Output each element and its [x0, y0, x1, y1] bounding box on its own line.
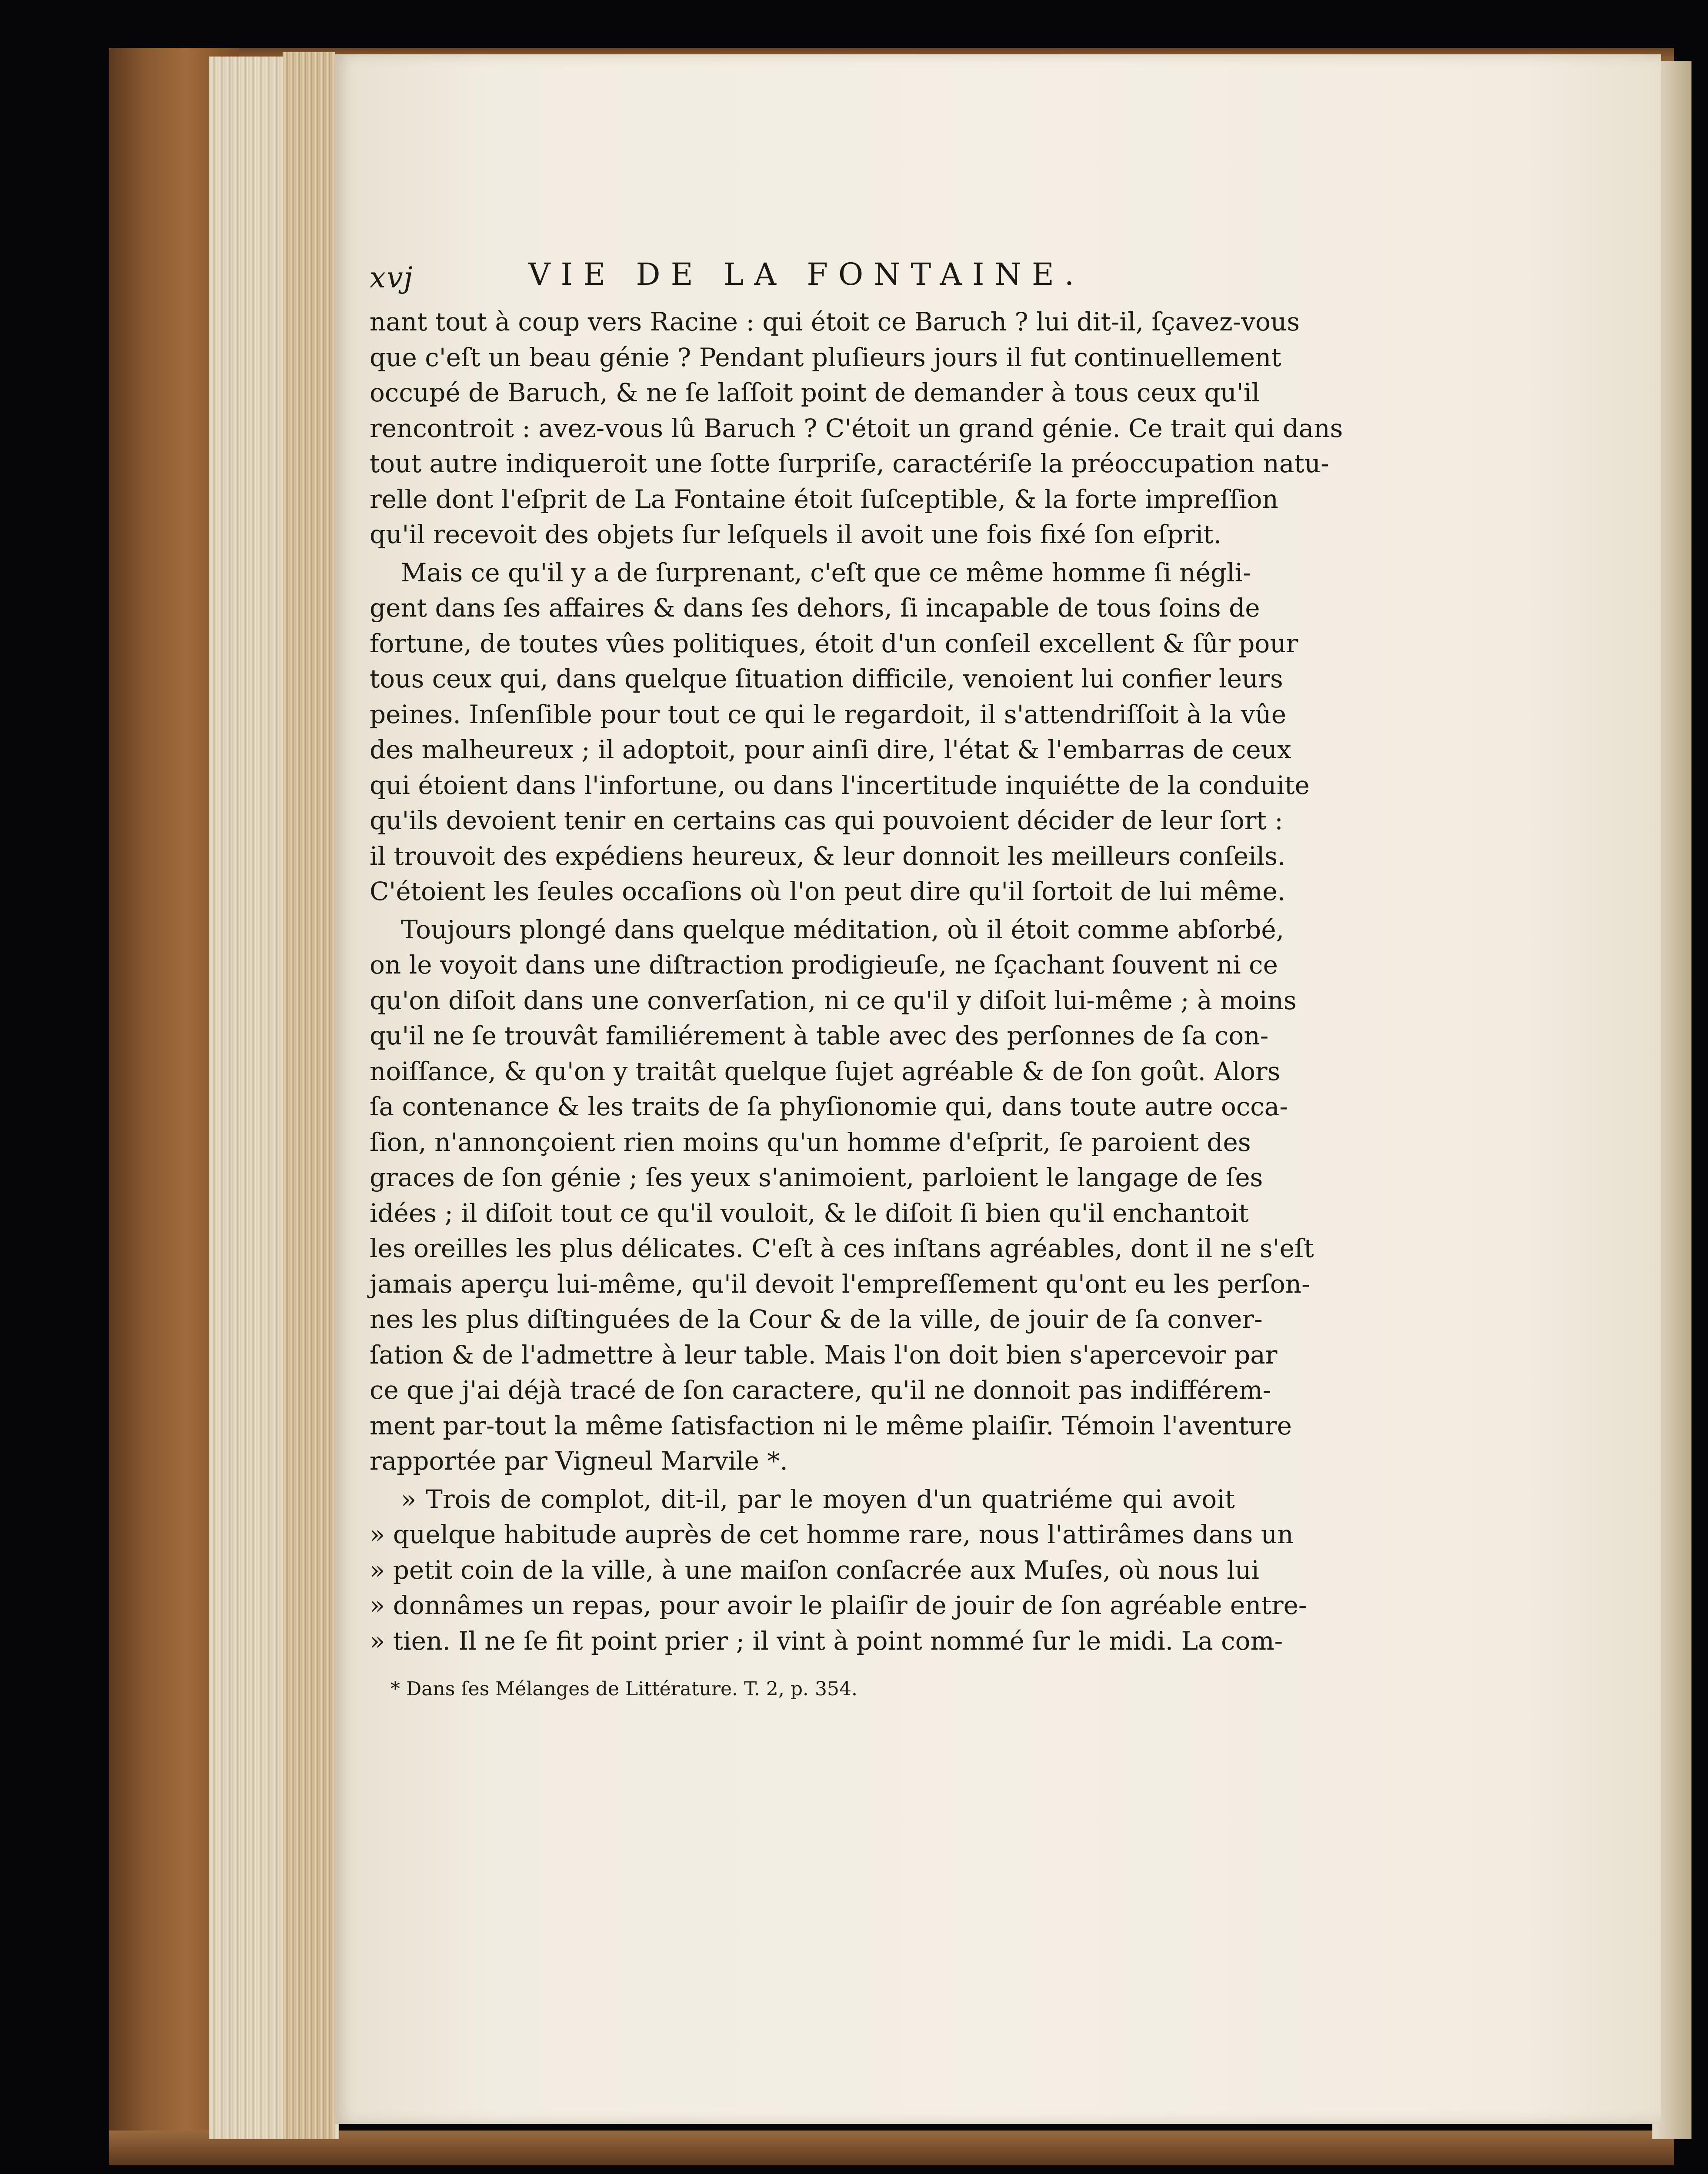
text-line: gent dans ſes affaires & dans ſes dehors, ſi incapable de tous ſoins de: [370, 593, 1260, 623]
text-line: qui étoient dans l'infortune, ou dans l'incertitude inquiétte de la conduite: [370, 770, 1310, 800]
footnote: * Dans ſes Mélanges de Littérature. T. 2, p. 354.: [390, 1678, 857, 1700]
text-line: Toujours plongé dans quelque méditation, où il étoit comme abſorbé,: [401, 914, 1284, 944]
text-line: C'étoient les ſeules occaſions où l'on peut dire qu'il ſortoit de lui même.: [370, 877, 1286, 906]
page-header: [370, 257, 1235, 304]
text-line: » petit coin de la ville, à une maiſon conſacrée aux Muſes, où nous lui: [370, 1555, 1259, 1585]
text-line: » Trois de complot, dit-il, par le moyen d'un quatriéme qui avoit: [401, 1484, 1235, 1514]
paragraph: [370, 1482, 1307, 1659]
text-line: » tien. Il ne ſe fit point prier ; il vint à point nommé ſur le midi. La com-: [370, 1626, 1283, 1656]
text-line: des malheureux ; il adoptoit, pour ainſi dire, l'état & l'embarras de ceux: [370, 735, 1291, 764]
text-line: noiſſance, & qu'on y traitât quelque ſujet agréable & de ſon goût. Alors: [370, 1056, 1281, 1086]
text-line: tous ceux qui, dans quelque ſituation difficile, venoient lui confier leurs: [370, 664, 1283, 694]
text-line: ce que j'ai déjà tracé de ſon caractere, qu'il ne donnoit pas indifférem-: [370, 1375, 1271, 1405]
text-line: ment par-tout la même ſatisfaction ni le même plaiſir. Témoin l'aventure: [370, 1410, 1292, 1440]
running-title: VIE DE LA FONTAINE.: [528, 257, 1085, 292]
text-line: » quelque habitude auprès de cet homme rare, nous l'attirâmes dans un: [370, 1520, 1294, 1549]
text-line: graces de ſon génie ; ſes yeux s'animoient, parloient le langage de ſes: [370, 1163, 1263, 1192]
text-line: que c'eſt un beau génie ? Pendant pluſieurs jours il fut continuellement: [370, 342, 1281, 372]
text-line: ſa contenance & les traits de ſa phyſionomie qui, dans toute autre occa-: [370, 1092, 1288, 1121]
text-line: idées ; il diſoit tout ce qu'il vouloit, & le diſoit ſi bien qu'il enchantoit: [370, 1198, 1249, 1228]
text-line: qu'il recevoit des objets ſur leſquels il avoit une fois fixé ſon eſprit.: [370, 520, 1222, 549]
text-line: rapportée par Vigneul Marvile *.: [370, 1446, 788, 1476]
leather-binding-bottom: [109, 2131, 1674, 2165]
text-line: ſion, n'annonçoient rien moins qu'un homme d'eſprit, ſe paroient des: [370, 1127, 1251, 1157]
text-line: jamais aperçu lui-même, qu'il devoit l'empreſſement qu'ont eu les perſon-: [370, 1269, 1310, 1299]
text-line: on le voyoit dans une diſtraction prodigieuſe, ne ſçachant ſouvent ni ce: [370, 950, 1278, 980]
text-line: il trouvoit des expédiens heureux, & leur donnoit les meilleurs conſeils.: [370, 841, 1286, 871]
text-line: peines. Inſenſible pour tout ce qui le regardoit, il s'attendriſſoit à la vûe: [370, 699, 1287, 729]
paragraph: [370, 304, 1343, 553]
text-line: nant tout à coup vers Racine : qui étoit ce Baruch ? lui dit-il, ſçavez-vous: [370, 307, 1300, 337]
text-line: » donnâmes un repas, pour avoir le plaiſir de jouir de ſon agréable entre-: [370, 1590, 1307, 1620]
text-line: les oreilles les plus délicates. C'eſt à ces inſtans agréables, dont il ne s'eſt: [370, 1234, 1314, 1263]
page-text: [370, 257, 1343, 1702]
page-edges-inner: [283, 52, 335, 2139]
body-text: [370, 304, 1343, 1659]
text-line: qu'il ne ſe trouvât familiérement à table avec des perſonnes de ſa con-: [370, 1021, 1269, 1050]
paragraph: [370, 912, 1314, 1479]
text-line: nes les plus diſtinguées de la Cour & de la ville, de jouir de ſa conver-: [370, 1304, 1263, 1334]
text-line: occupé de Baruch, & ne ſe laſſoit point de demander à tous ceux qu'il: [370, 378, 1260, 407]
text-line: relle dont l'eſprit de La Fontaine étoit ſuſceptible, & la forte impreſſion: [370, 484, 1278, 514]
text-line: fortune, de toutes vûes politiques, étoit d'un conſeil excellent & ſûr pour: [370, 628, 1298, 658]
text-line: tout autre indiqueroit une ſotte ſurpriſe, caractériſe la préoccupation natu-: [370, 449, 1329, 478]
text-line: ſation & de l'admettre à leur table. Mais l'on doit bien s'apercevoir par: [370, 1340, 1278, 1370]
text-line: qu'on diſoit dans une converſation, ni ce qu'il y diſoit lui-même ; à moins: [370, 985, 1297, 1015]
text-line: Mais ce qu'il y a de ſurprenant, c'eſt que ce même homme ſi négli-: [401, 557, 1251, 587]
footnote-spacer: [370, 1659, 1235, 1676]
text-line: qu'ils devoient tenir en certains cas qui pouvoient décider de leur ſort :: [370, 806, 1283, 835]
text-line: rencontroit : avez-vous lû Baruch ? C'étoit un grand génie. Ce trait qui dans: [370, 413, 1343, 443]
paragraph: [370, 555, 1310, 910]
page-number: xvj: [370, 261, 414, 294]
